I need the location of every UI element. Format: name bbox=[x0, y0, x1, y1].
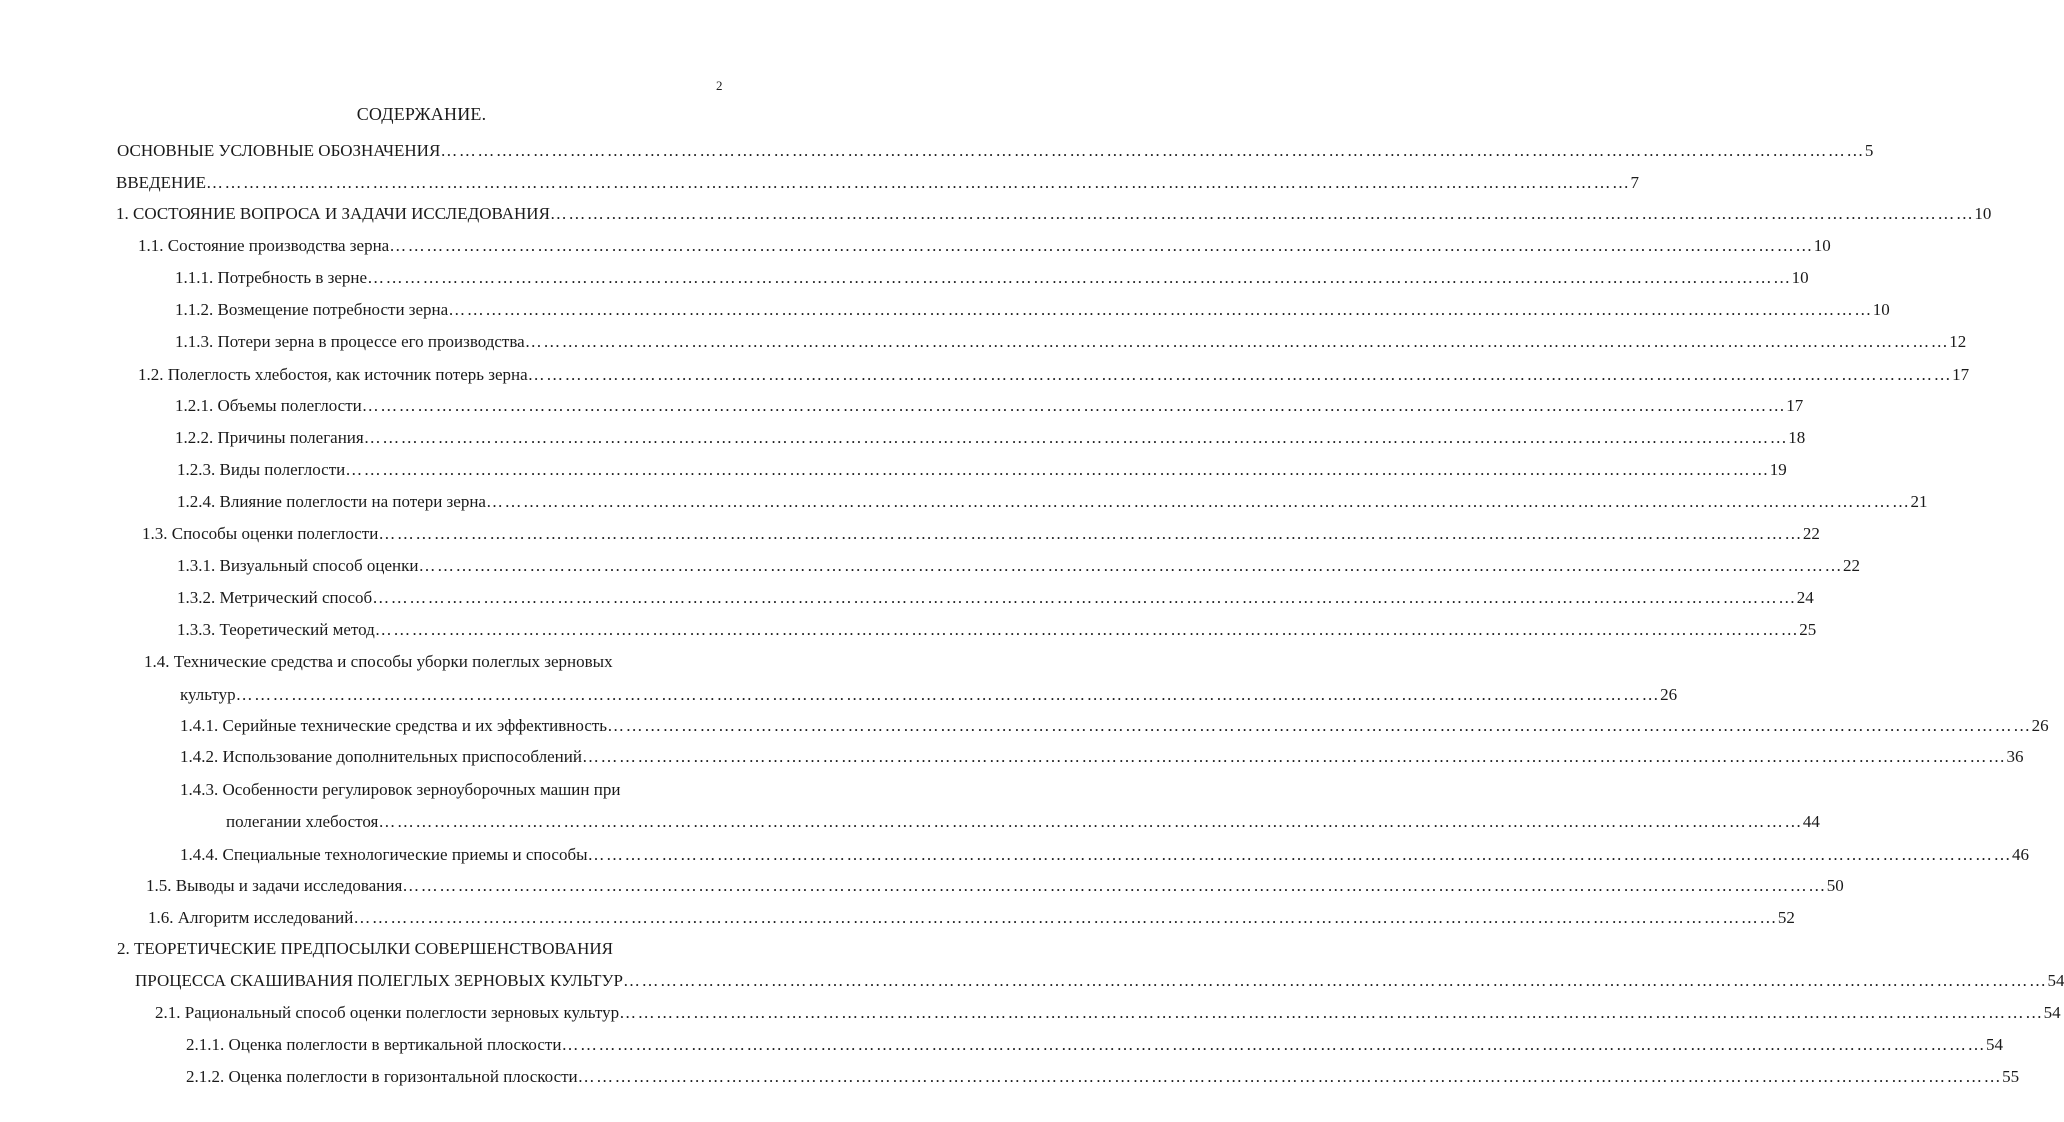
toc-leader-dots: …………………………………………………………………………………………………………………………………………………………………………………………………………… bbox=[205, 173, 1631, 192]
toc-leader-dots: …………………………………………………………………………………………………………………………………………………………………………………………………………… bbox=[524, 332, 1950, 351]
toc-entry-heading[interactable] bbox=[144, 651, 613, 673]
page-title: СОДЕРЖАНИЕ. bbox=[356, 104, 487, 124]
toc-leader-dots: …………………………………………………………………………………………………………………………………………………………………………………………………………… bbox=[389, 236, 1814, 255]
toc-entry-label: 1.2. Полеглость хлебостоя, как источник потерь зерна bbox=[138, 365, 528, 384]
toc-entry-page: 46 bbox=[2012, 845, 2030, 864]
toc-entry-label: 1.2.2. Причины полегания bbox=[175, 428, 364, 447]
toc-leader-dots: …………………………………………………………………………………………………………………………………………………………………………………………………………… bbox=[345, 460, 1770, 479]
toc-entry[interactable] bbox=[180, 684, 1678, 706]
toc-entry-label: 1.1. Состояние производства зерна bbox=[138, 236, 390, 255]
toc-entry-page: 26 bbox=[2031, 716, 2049, 735]
toc-entry-page: 55 bbox=[2002, 1067, 2020, 1086]
toc-entry[interactable] bbox=[186, 1034, 2003, 1056]
toc-entry-label: ОСНОВНЫЕ УСЛОВНЫЕ ОБОЗНАЧЕНИЯ bbox=[117, 141, 441, 160]
toc-entry[interactable] bbox=[175, 427, 1806, 449]
toc-entry[interactable] bbox=[177, 459, 1787, 481]
toc-entry-page: 24 bbox=[1796, 588, 1814, 607]
toc-leader-dots: …………………………………………………………………………………………………………………………………………………………………………………………………………… bbox=[581, 747, 2007, 766]
toc-entry-label: 1.1.1. Потребность в зерне bbox=[175, 268, 368, 287]
toc-entry-label: 1.4.4. Специальные технологические приемы и способы bbox=[180, 845, 588, 864]
toc-entry[interactable] bbox=[116, 203, 1992, 225]
toc-leader-dots: …………………………………………………………………………………………………………………………………………………………………………………………………………… bbox=[527, 365, 1953, 384]
toc-entry-label: 1.4.3. Особенности регулировок зерноуборочных машин при bbox=[180, 780, 621, 799]
toc-entry-label: 2.1.2. Оценка полеглости в горизонтальной плоскости bbox=[186, 1067, 578, 1086]
toc-leader-dots: …………………………………………………………………………………………………………………………………………………………………………………………………………… bbox=[367, 268, 1792, 287]
toc-entry-label: 1.2.4. Влияние полеглости на потери зерна bbox=[177, 492, 486, 511]
toc-leader-dots: …………………………………………………………………………………………………………………………………………………………………………………………………………… bbox=[622, 971, 2048, 990]
toc-entry-page: 44 bbox=[1802, 812, 1820, 831]
toc-entry[interactable] bbox=[177, 587, 1814, 609]
toc-entry[interactable] bbox=[180, 844, 2030, 866]
toc-entry[interactable] bbox=[116, 172, 1639, 194]
toc-entry-page: 10 bbox=[1813, 236, 1831, 255]
toc-entry[interactable] bbox=[186, 1066, 2020, 1088]
toc-entry-page: 54 bbox=[2047, 971, 2064, 990]
toc-leader-dots: …………………………………………………………………………………………………………………………………………………………………………………………………………… bbox=[587, 845, 2013, 864]
toc-leader-dots: …………………………………………………………………………………………………………………………………………………………………………………………………………… bbox=[448, 300, 1873, 319]
toc-entry-label: 1.3.2. Метрический способ bbox=[177, 588, 373, 607]
toc-entry-page: 52 bbox=[1777, 908, 1795, 927]
toc-entry-label: культур bbox=[180, 685, 236, 704]
toc-leader-dots: …………………………………………………………………………………………………………………………………………………………………………………………………………… bbox=[607, 716, 2032, 735]
toc-leader-dots: …………………………………………………………………………………………………………………………………………………………………………………………………………… bbox=[577, 1067, 2003, 1086]
toc-entry-page: 18 bbox=[1788, 428, 1806, 447]
toc-entry[interactable] bbox=[138, 364, 1970, 386]
toc-entry-page: 25 bbox=[1799, 620, 1817, 639]
toc-entry-page: 7 bbox=[1630, 173, 1639, 192]
toc-entry-page: 10 bbox=[1791, 268, 1809, 287]
toc-entry-page: 10 bbox=[1872, 300, 1890, 319]
page-number: 2 bbox=[716, 78, 723, 93]
toc-entry-page: 22 bbox=[1802, 524, 1820, 543]
toc-leader-dots: …………………………………………………………………………………………………………………………………………………………………………………………………………… bbox=[619, 1003, 2044, 1022]
toc-entry-page: 21 bbox=[1910, 492, 1928, 511]
toc-entry-label: 1.3.3. Теоретический метод bbox=[177, 620, 375, 639]
toc-leader-dots: …………………………………………………………………………………………………………………………………………………………………………………………………………… bbox=[374, 620, 1800, 639]
toc-entry[interactable] bbox=[138, 235, 1831, 257]
toc-leader-dots: …………………………………………………………………………………………………………………………………………………………………………………………………………… bbox=[402, 876, 1827, 895]
toc-entry-page: 12 bbox=[1949, 332, 1967, 351]
toc-entry-label: 1.4.2. Использование дополнительных приспособлений bbox=[180, 747, 582, 766]
toc-entry-page: 50 bbox=[1826, 876, 1844, 895]
toc-entry-label: 1.6. Алгоритм исследований bbox=[148, 908, 354, 927]
toc-entry[interactable] bbox=[175, 267, 1809, 289]
toc-entry[interactable] bbox=[177, 491, 1928, 513]
toc-leader-dots: …………………………………………………………………………………………………………………………………………………………………………………………………………… bbox=[561, 1035, 1986, 1054]
toc-entry-label: ПРОЦЕССА СКАШИВАНИЯ ПОЛЕГЛЫХ ЗЕРНОВЫХ КУЛЬТУР bbox=[135, 971, 623, 990]
toc-leader-dots: …………………………………………………………………………………………………………………………………………………………………………………………………………… bbox=[235, 685, 1661, 704]
toc-entry[interactable] bbox=[180, 746, 2024, 768]
toc-entry-page: 17 bbox=[1786, 396, 1804, 415]
toc-leader-dots: …………………………………………………………………………………………………………………………………………………………………………………………………………… bbox=[378, 812, 1803, 831]
toc-entry-label: 1.1.3. Потери зерна в процессе его производства bbox=[175, 332, 525, 351]
toc-entry[interactable] bbox=[142, 523, 1820, 545]
toc-leader-dots: …………………………………………………………………………………………………………………………………………………………………………………………………………… bbox=[440, 141, 1865, 160]
toc-leader-dots: …………………………………………………………………………………………………………………………………………………………………………………………………………… bbox=[372, 588, 1797, 607]
toc-entry-label: 1.4.1. Серийные технические средства и их эффективность bbox=[180, 716, 608, 735]
toc-leader-dots: …………………………………………………………………………………………………………………………………………………………………………………………………………… bbox=[353, 908, 1778, 927]
toc-entry-label: 2. ТЕОРЕТИЧЕСКИЕ ПРЕДПОСЫЛКИ СОВЕРШЕНСТВОВАНИЯ bbox=[117, 939, 613, 958]
toc-entry-page: 22 bbox=[1842, 556, 1860, 575]
toc-entry-label: полегании хлебостоя bbox=[226, 812, 379, 831]
toc-entry[interactable] bbox=[148, 907, 1795, 929]
toc-entry-label: 1.1.2. Возмещение потребности зерна bbox=[175, 300, 449, 319]
toc-entry[interactable] bbox=[226, 811, 1820, 833]
toc-leader-dots: …………………………………………………………………………………………………………………………………………………………………………………………………………… bbox=[361, 396, 1787, 415]
toc-entry-page: 26 bbox=[1660, 685, 1678, 704]
toc-entry[interactable] bbox=[180, 715, 2049, 737]
toc-entry-label: ВВЕДЕНИЕ bbox=[116, 173, 206, 192]
toc-entry-label: 1.3.1. Визуальный способ оценки bbox=[177, 556, 419, 575]
toc-leader-dots: …………………………………………………………………………………………………………………………………………………………………………………………………………… bbox=[363, 428, 1789, 447]
toc-leader-dots: …………………………………………………………………………………………………………………………………………………………………………………………………………… bbox=[378, 524, 1803, 543]
toc-entry-heading[interactable] bbox=[117, 938, 613, 960]
toc-leader-dots: …………………………………………………………………………………………………………………………………………………………………………………………………………… bbox=[418, 556, 1843, 575]
toc-leader-dots: …………………………………………………………………………………………………………………………………………………………………………………………………………… bbox=[549, 204, 1975, 223]
toc-entry-label: 1.5. Выводы и задачи исследования bbox=[146, 876, 403, 895]
toc-entry[interactable] bbox=[146, 875, 1844, 897]
toc-entry[interactable] bbox=[177, 619, 1817, 641]
toc-entry-label: 1.4. Технические средства и способы уборки полеглых зерновых bbox=[144, 652, 613, 671]
toc-entry-label: 2.1. Рациональный способ оценки полеглости зерновых культур bbox=[155, 1003, 620, 1022]
toc-entry[interactable] bbox=[155, 1002, 2061, 1024]
toc-entry-label: 1.2.3. Виды полеглости bbox=[177, 460, 346, 479]
toc-entry[interactable] bbox=[175, 299, 1890, 321]
toc-entry-page: 10 bbox=[1974, 204, 1992, 223]
toc-entry-page: 17 bbox=[1952, 365, 1970, 384]
toc-entry-label: 1. СОСТОЯНИЕ ВОПРОСА И ЗАДАЧИ ИССЛЕДОВАНИЯ bbox=[116, 204, 550, 223]
toc-entry[interactable] bbox=[135, 970, 2064, 992]
toc-entry-label: 1.3. Способы оценки полеглости bbox=[142, 524, 379, 543]
toc-entry[interactable] bbox=[175, 395, 1804, 417]
toc-entry-page: 54 bbox=[2043, 1003, 2061, 1022]
toc-entry[interactable] bbox=[177, 555, 1860, 577]
toc-entry-page: 5 bbox=[1864, 141, 1874, 160]
toc-entry-page: 54 bbox=[1985, 1035, 2003, 1054]
toc-entry[interactable] bbox=[117, 140, 1874, 162]
toc-entry-label: 1.2.1. Объемы полеглости bbox=[175, 396, 362, 415]
toc-entry-page: 36 bbox=[2006, 747, 2024, 766]
toc-entry-page: 19 bbox=[1769, 460, 1787, 479]
toc-entry-label: 2.1.1. Оценка полеглости в вертикальной плоскости bbox=[186, 1035, 562, 1054]
toc-leader-dots: …………………………………………………………………………………………………………………………………………………………………………………………………………… bbox=[485, 492, 1911, 511]
toc-entry[interactable] bbox=[175, 331, 1967, 353]
toc-entry-heading[interactable] bbox=[180, 779, 620, 801]
